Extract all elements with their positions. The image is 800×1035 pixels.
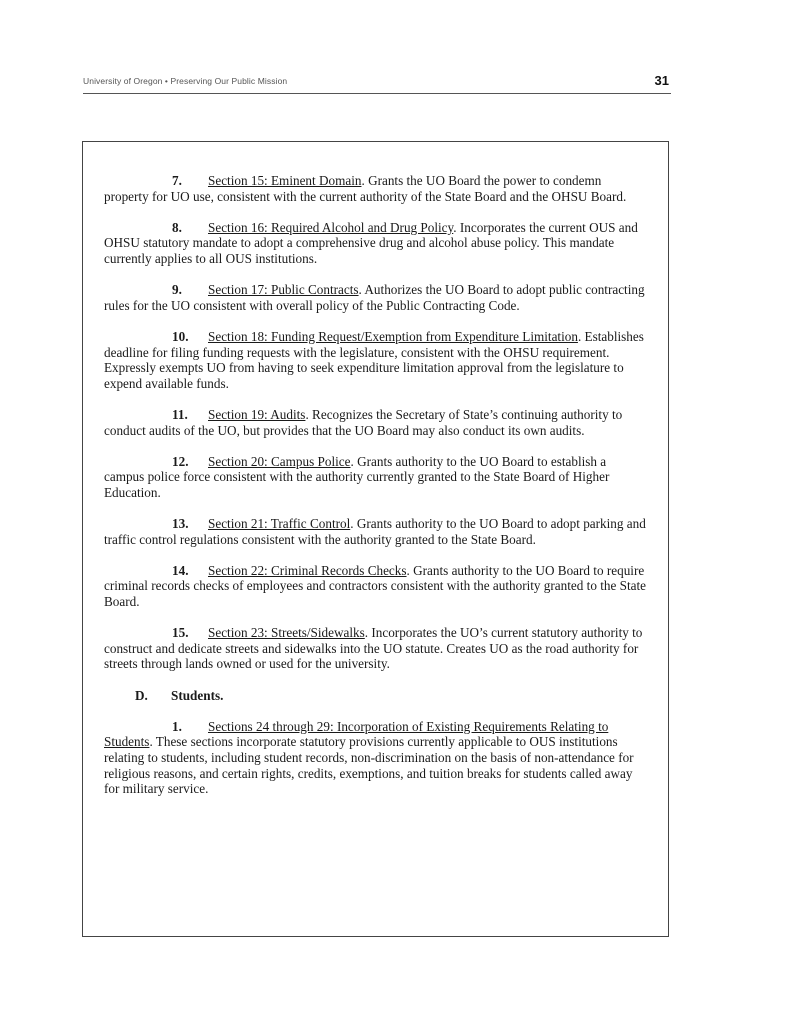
- item-10: [104, 329, 649, 391]
- section-d-heading: [104, 688, 649, 704]
- item-number: 1.: [172, 718, 182, 734]
- item-15: [104, 625, 649, 672]
- section-reference: Sections 24 through 29: Incorporation of Existing Requirements Relating to Students: [104, 718, 609, 750]
- section-reference: Section 21: Traffic Control: [208, 516, 351, 532]
- item-13: [104, 516, 649, 547]
- item-text: . Establishes deadline for filing funding requests with the legislature, consistent with the OHSU requirement. Expressly exempts UO from having to seek expenditure limitation approval from the legislature to expend available funds.: [104, 328, 644, 391]
- item-text: . Grants the UO Board the power to condemn property for UO use, consistent with the current authority of the State Board and the OHSU Board.: [104, 173, 627, 204]
- content-body: [104, 173, 649, 812]
- item-text: . Incorporates the UO’s current statutory authority to construct and dedicate streets and sidewalks into the UO statute. Creates UO as the road authority for streets through lands owned or used for the university.: [104, 625, 643, 672]
- item-9: [104, 282, 649, 313]
- item-11: [104, 407, 649, 438]
- item-12: [104, 454, 649, 501]
- item-text: . Incorporates the current OUS and OHSU statutory mandate to adopt a comprehensive drug and alcohol abuse policy. This mandate currently applies to all OUS institutions.: [104, 219, 638, 266]
- running-title: University of Oregon • Preserving Our Public Mission: [83, 76, 288, 86]
- item-number: 14.: [172, 562, 189, 578]
- item-number: 7.: [172, 173, 182, 188]
- item-text: . Grants authority to the UO Board to adopt parking and traffic control regulations consistent with the authority granted to the State Board.: [104, 516, 646, 547]
- section-reference: Section 19: Audits: [208, 406, 306, 422]
- item-text: . Authorizes the UO Board to adopt public contracting rules for the UO consistent with overall policy of the Public Contracting Code.: [104, 282, 645, 313]
- section-reference: Section 15: Eminent Domain: [208, 173, 362, 188]
- content-box: [82, 141, 669, 937]
- item-number: 9.: [172, 282, 182, 298]
- item-text: . Recognizes the Secretary of State’s continuing authority to conduct audits of the UO, but provides that the UO Board may also conduct its own audits.: [104, 406, 623, 438]
- item-number: 12.: [172, 453, 189, 469]
- item-number: 10.: [172, 328, 189, 344]
- section-reference: Section 16: Required Alcohol and Drug Policy: [208, 219, 454, 235]
- item-text: . Grants authority to the UO Board to establish a campus police force consistent with the authority currently granted to the State Board of Higher Education.: [104, 453, 610, 500]
- section-title: Students.: [171, 687, 224, 703]
- item-number: 8.: [172, 219, 182, 235]
- section-reference: Section 20: Campus Police: [208, 453, 351, 469]
- item-7: [104, 173, 649, 204]
- students-item-1: [104, 719, 649, 797]
- running-header: [83, 73, 671, 94]
- item-number: 11.: [172, 406, 188, 422]
- section-reference: Section 17: Public Contracts: [208, 282, 359, 298]
- section-reference: Section 18: Funding Request/Exemption from Expenditure Limitation: [208, 328, 578, 344]
- item-text: . These sections incorporate statutory provisions currently applicable to OUS institutions relating to students, including student records, non-discrimination on the basis of non-attendance for religious reasons, and certain rights, credits, exemptions, and tuition breaks for students called away for military service.: [104, 734, 634, 797]
- item-text: . Grants authority to the UO Board to require criminal records checks of employees and contractors consistent with the authority granted to the State Board.: [104, 562, 646, 610]
- item-14: [104, 563, 649, 610]
- section-letter: D.: [135, 687, 148, 703]
- page-number: 31: [654, 73, 669, 88]
- section-reference: Section 23: Streets/Sidewalks: [208, 625, 365, 641]
- item-number: 15.: [172, 625, 189, 641]
- item-8: [104, 220, 649, 267]
- section-reference: Section 22: Criminal Records Checks: [208, 562, 407, 578]
- item-number: 13.: [172, 516, 189, 532]
